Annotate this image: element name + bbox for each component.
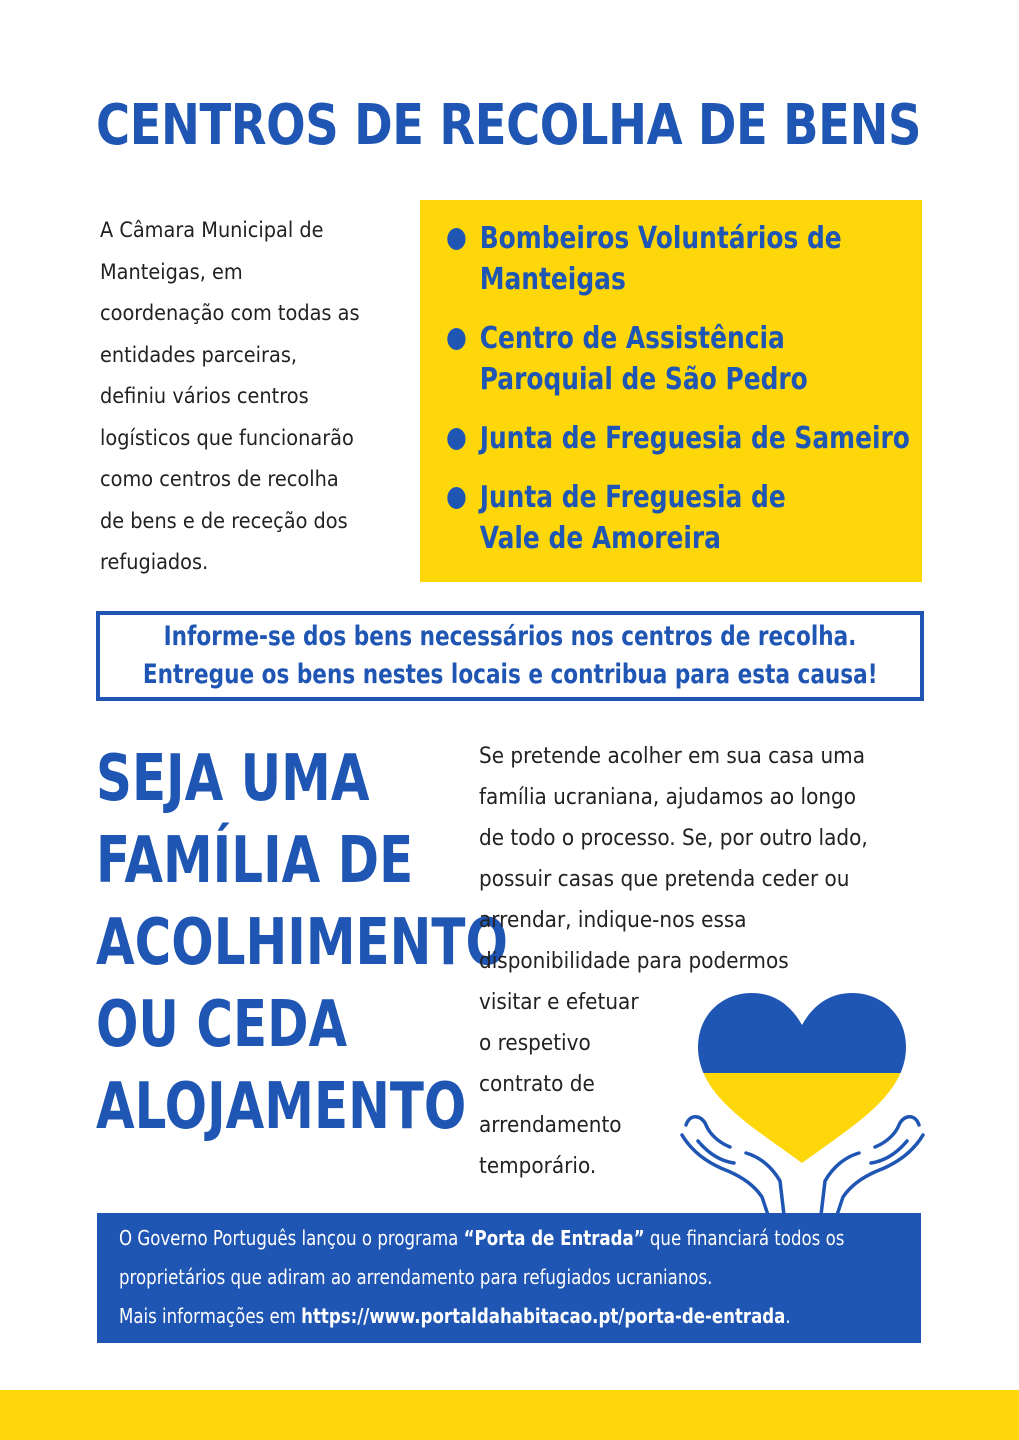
intro-text	[100, 210, 376, 584]
host-line: possuir casas que pretenda ceder ou	[479, 866, 850, 892]
center-line: Vale de Amoreira	[479, 521, 721, 556]
intro-line: Manteigas, em	[100, 259, 243, 284]
heading-line: OU CEDA	[96, 988, 348, 1062]
info-text: .	[785, 1304, 791, 1328]
info-text: O Governo Português lançou o programa	[119, 1226, 464, 1250]
intro-line: de bens e de receção dos	[100, 508, 348, 533]
program-info-box	[97, 1213, 921, 1343]
intro-line: coordenação com todas as	[100, 301, 360, 325]
heading-line: ACOLHIMENTO	[96, 906, 508, 980]
intro-line: logísticos que funcionarão	[100, 425, 354, 450]
footer-bar	[0, 1390, 1019, 1440]
center-item	[444, 418, 934, 459]
host-line: Se pretende acolher em sua casa uma	[479, 743, 865, 769]
center-item	[444, 318, 934, 400]
intro-line: refugiados.	[100, 550, 209, 574]
host-line: contrato de	[479, 1071, 595, 1097]
collection-centers-list	[444, 218, 934, 577]
bullet-dot-icon	[447, 428, 465, 450]
program-name: “Porta de Entrada”	[463, 1226, 645, 1250]
program-info-text	[119, 1219, 899, 1336]
heart-shape	[680, 985, 925, 1193]
host-line: arrendamento	[479, 1112, 622, 1138]
notice-line: Entregue os bens nestes locais e contribua para esta causa!	[142, 659, 878, 690]
center-line: Centro de Assistência	[479, 321, 785, 356]
heading-line: SEJA UMA	[96, 742, 370, 816]
center-line: Paroquial de São Pedro	[479, 362, 808, 397]
intro-line: entidades parceiras,	[100, 342, 298, 367]
info-text: que financiará todos os	[644, 1226, 845, 1250]
host-line: família ucraniana, ajudamos ao longo	[479, 784, 857, 810]
host-line: arrendar, indique-nos essa	[479, 907, 747, 933]
bullet-dot-icon	[447, 328, 465, 350]
center-item	[444, 218, 934, 300]
bullet-dot-icon	[447, 487, 465, 509]
info-text: proprietários que adiram ao arrendamento para refugiados ucranianos.	[119, 1265, 713, 1289]
host-family-heading	[96, 738, 508, 1148]
host-line: de todo o processo. Se, por outro lado,	[479, 825, 868, 851]
heart-in-hands-icon	[680, 985, 925, 1217]
page-title: CENTROS DE RECOLHA DE BENS	[96, 93, 922, 158]
center-line: Manteigas	[479, 262, 626, 297]
info-text: Mais informações em	[119, 1304, 302, 1328]
center-line: Bombeiros Voluntários de	[479, 221, 842, 256]
host-line: disponibilidade para podermos	[479, 948, 789, 974]
heading-line: ALOJAMENTO	[96, 1070, 467, 1144]
intro-line: definiu vários centros	[100, 384, 309, 408]
program-url-link[interactable]: https://www.portaldahabitacao.pt/porta-de-entrada	[301, 1304, 786, 1328]
host-line: o respetivo	[479, 1030, 591, 1056]
collection-centers-box	[420, 200, 922, 582]
heading-line: FAMÍLIA DE	[96, 824, 414, 898]
center-line: Junta de Freguesia de Sameiro	[479, 421, 910, 456]
intro-line: A Câmara Municipal de	[100, 218, 324, 242]
host-line: visitar e efetuar	[479, 989, 639, 1015]
center-item	[444, 477, 934, 559]
host-line: temporário.	[479, 1153, 597, 1179]
notice-box	[96, 611, 924, 701]
center-line: Junta de Freguesia de	[479, 480, 786, 515]
notice-line: Informe-se dos bens necessários nos centros de recolha.	[163, 621, 857, 652]
bullet-dot-icon	[447, 228, 465, 250]
intro-line: como centros de recolha	[100, 467, 339, 491]
